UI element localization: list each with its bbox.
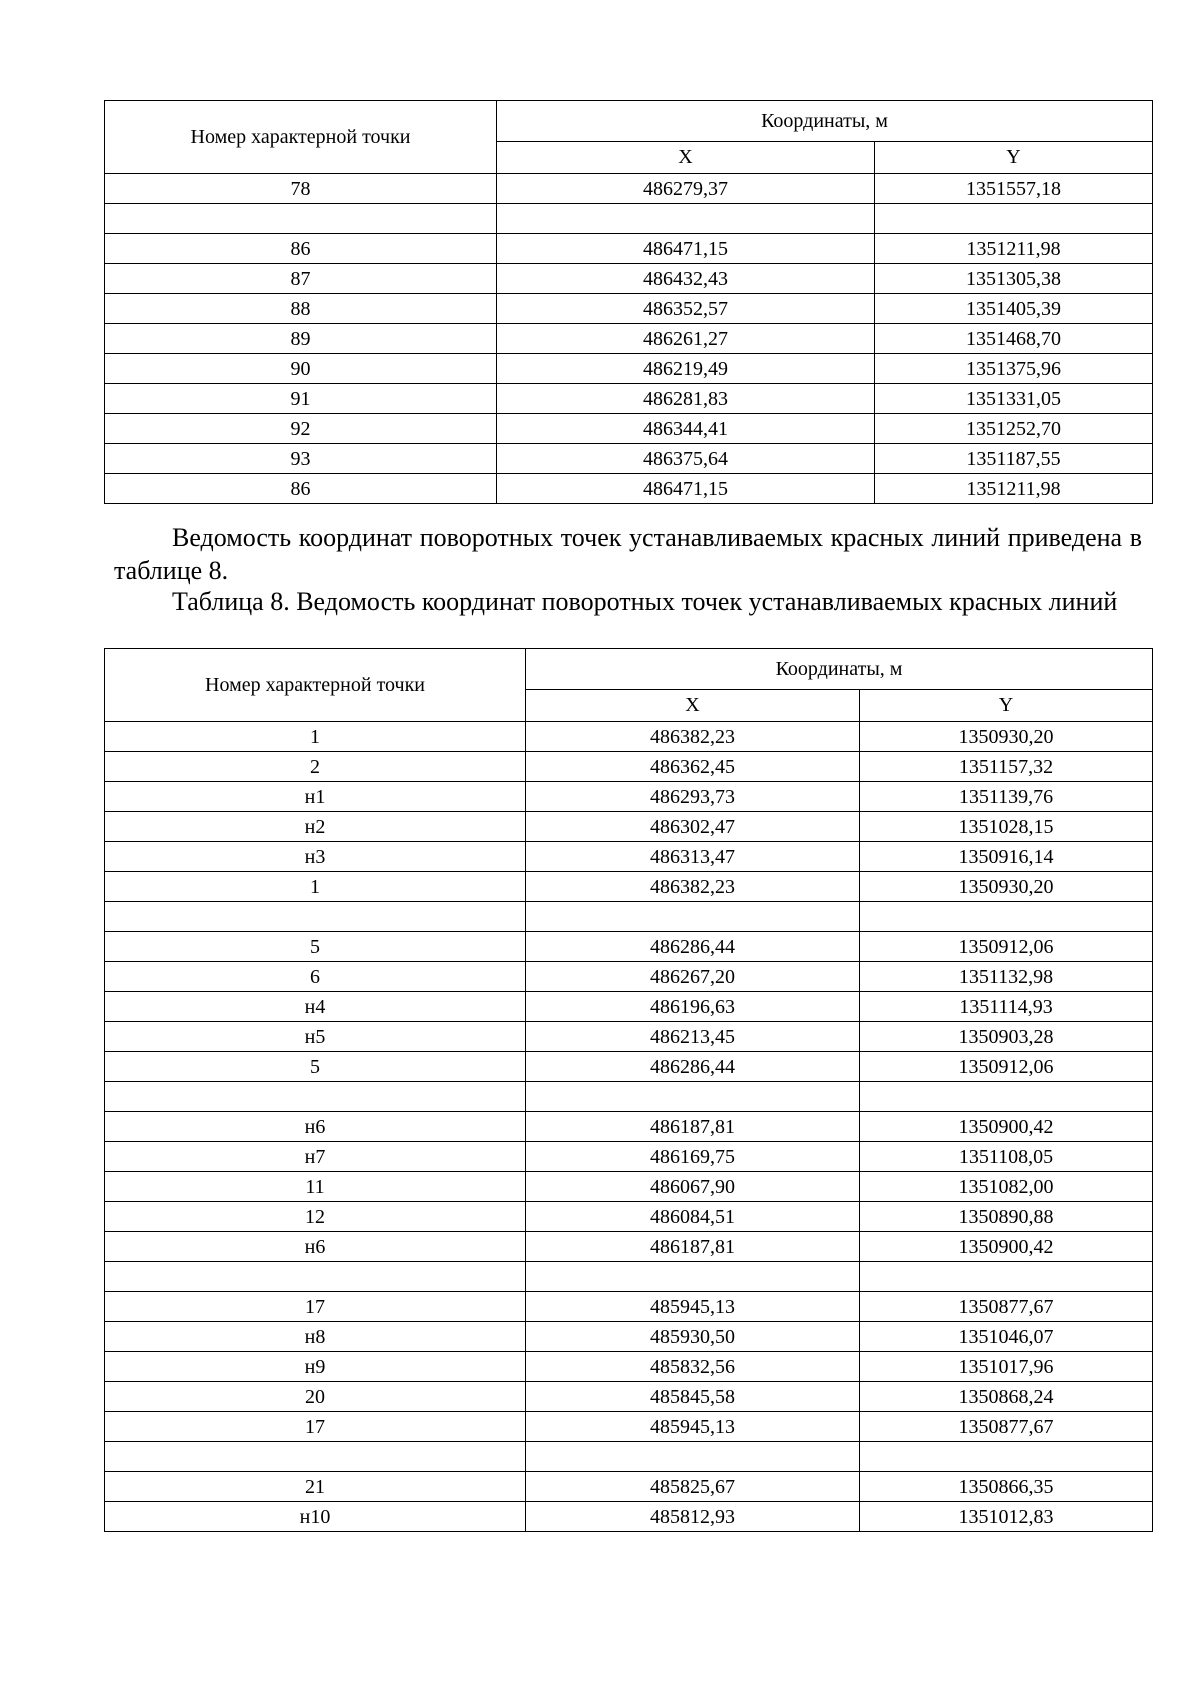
- cell-y: 1351108,05: [860, 1142, 1153, 1172]
- cell-point: 89: [105, 324, 497, 354]
- cell-x: 486169,75: [526, 1142, 860, 1172]
- cell-y: 1351132,98: [860, 962, 1153, 992]
- header-point-number: Номер характерной точки: [105, 649, 526, 722]
- header-x: X: [497, 141, 875, 173]
- cell-x: 486313,47: [526, 842, 860, 872]
- table-row: [105, 294, 1153, 324]
- cell-y: 1351405,39: [875, 294, 1153, 324]
- header-coordinates: Координаты, м: [526, 649, 1153, 690]
- cell-y: 1351187,55: [875, 444, 1153, 474]
- cell-y: [875, 204, 1153, 234]
- cell-x: 486267,20: [526, 962, 860, 992]
- cell-y: 1351082,00: [860, 1172, 1153, 1202]
- table-row: [105, 1172, 1153, 1202]
- table-prev-body: [105, 101, 1153, 504]
- cell-x: 486382,23: [526, 722, 860, 752]
- table-row: [105, 872, 1153, 902]
- cell-y: 1351114,93: [860, 992, 1153, 1022]
- table-row: [105, 1502, 1153, 1532]
- cell-point: 5: [105, 1052, 526, 1082]
- table-row: [105, 932, 1153, 962]
- header-y: Y: [860, 689, 1153, 721]
- table-row: [105, 1292, 1153, 1322]
- cell-x: 485832,56: [526, 1352, 860, 1382]
- table-row: [105, 1472, 1153, 1502]
- table-row: [105, 234, 1153, 264]
- cell-x: 486286,44: [526, 1052, 860, 1082]
- cell-y: 1350916,14: [860, 842, 1153, 872]
- cell-y: 1350903,28: [860, 1022, 1153, 1052]
- cell-x: 486362,45: [526, 752, 860, 782]
- table-row: [105, 444, 1153, 474]
- cell-point: н1: [105, 782, 526, 812]
- cell-x: 486375,64: [497, 444, 875, 474]
- cell-y: 1351557,18: [875, 174, 1153, 204]
- cell-point: 90: [105, 354, 497, 384]
- cell-x: 486213,45: [526, 1022, 860, 1052]
- cell-x: [497, 204, 875, 234]
- cell-point: 86: [105, 234, 497, 264]
- cell-point: н3: [105, 842, 526, 872]
- cell-x: 485845,58: [526, 1382, 860, 1412]
- table8-caption: [114, 585, 1142, 618]
- separator-row: [105, 902, 1153, 932]
- cell-y: 1351028,15: [860, 812, 1153, 842]
- cell-y: 1350912,06: [860, 932, 1153, 962]
- cell-point: 11: [105, 1172, 526, 1202]
- cell-y: 1351211,98: [875, 234, 1153, 264]
- cell-x: 485812,93: [526, 1502, 860, 1532]
- cell-y: 1350930,20: [860, 872, 1153, 902]
- cell-point: [105, 1262, 526, 1292]
- cell-x: [526, 1262, 860, 1292]
- cell-y: [860, 1262, 1153, 1292]
- cell-point: [105, 204, 497, 234]
- cell-y: 1350866,35: [860, 1472, 1153, 1502]
- cell-x: 486344,41: [497, 414, 875, 444]
- cell-x: 486279,37: [497, 174, 875, 204]
- cell-point: 20: [105, 1382, 526, 1412]
- table-row: [105, 992, 1153, 1022]
- coordinates-table-8: [104, 648, 1153, 1532]
- cell-y: 1351211,98: [875, 474, 1153, 504]
- cell-point: 2: [105, 752, 526, 782]
- cell-y: 1351012,83: [860, 1502, 1153, 1532]
- cell-point: 88: [105, 294, 497, 324]
- cell-y: 1351468,70: [875, 324, 1153, 354]
- cell-x: 485930,50: [526, 1322, 860, 1352]
- cell-x: [526, 1442, 860, 1472]
- cell-y: [860, 902, 1153, 932]
- table-row: [105, 1322, 1153, 1352]
- cell-point: н8: [105, 1322, 526, 1352]
- cell-y: 1351305,38: [875, 264, 1153, 294]
- table-row: [105, 324, 1153, 354]
- cell-y: 1351139,76: [860, 782, 1153, 812]
- separator-row: [105, 1262, 1153, 1292]
- separator-row: [105, 1082, 1153, 1112]
- cell-point: [105, 1082, 526, 1112]
- cell-x: 486187,81: [526, 1112, 860, 1142]
- cell-x: [526, 1082, 860, 1112]
- cell-x: 486286,44: [526, 932, 860, 962]
- cell-point: [105, 902, 526, 932]
- table-row: [105, 842, 1153, 872]
- cell-x: 485825,67: [526, 1472, 860, 1502]
- header-coordinates: Координаты, м: [497, 101, 1153, 142]
- cell-point: 17: [105, 1412, 526, 1442]
- table-row: [105, 1052, 1153, 1082]
- cell-point: 12: [105, 1202, 526, 1232]
- table-row: [105, 962, 1153, 992]
- cell-x: 486302,47: [526, 812, 860, 842]
- cell-y: 1351331,05: [875, 384, 1153, 414]
- paragraph-table8-reference: [114, 521, 1142, 587]
- table-row: [105, 1352, 1153, 1382]
- cell-y: 1350912,06: [860, 1052, 1153, 1082]
- header-y: Y: [875, 141, 1153, 173]
- cell-point: 86: [105, 474, 497, 504]
- table-row: [105, 264, 1153, 294]
- cell-point: 78: [105, 174, 497, 204]
- cell-x: 486067,90: [526, 1172, 860, 1202]
- cell-point: 87: [105, 264, 497, 294]
- table-row: [105, 722, 1153, 752]
- cell-y: 1351375,96: [875, 354, 1153, 384]
- table-row: [105, 174, 1153, 204]
- table-row: [105, 414, 1153, 444]
- cell-x: 486352,57: [497, 294, 875, 324]
- cell-point: н10: [105, 1502, 526, 1532]
- cell-x: 486084,51: [526, 1202, 860, 1232]
- cell-point: н4: [105, 992, 526, 1022]
- cell-point: н9: [105, 1352, 526, 1382]
- cell-point: 17: [105, 1292, 526, 1322]
- cell-point: н7: [105, 1142, 526, 1172]
- table-row: [105, 1232, 1153, 1262]
- cell-y: 1351252,70: [875, 414, 1153, 444]
- table-row: [105, 1202, 1153, 1232]
- cell-point: 6: [105, 962, 526, 992]
- cell-point: 1: [105, 722, 526, 752]
- cell-x: 486281,83: [497, 384, 875, 414]
- cell-y: 1350900,42: [860, 1232, 1153, 1262]
- cell-x: 486471,15: [497, 234, 875, 264]
- table-row: [105, 1382, 1153, 1412]
- table-row: [105, 474, 1153, 504]
- cell-x: 486219,49: [497, 354, 875, 384]
- cell-x: [526, 902, 860, 932]
- cell-point: н6: [105, 1232, 526, 1262]
- cell-y: 1350900,42: [860, 1112, 1153, 1142]
- separator-row: [105, 204, 1153, 234]
- cell-y: 1350877,67: [860, 1292, 1153, 1322]
- cell-y: 1351157,32: [860, 752, 1153, 782]
- cell-x: 486471,15: [497, 474, 875, 504]
- cell-point: 5: [105, 932, 526, 962]
- cell-x: 486432,43: [497, 264, 875, 294]
- cell-x: 486196,63: [526, 992, 860, 1022]
- cell-point: н2: [105, 812, 526, 842]
- cell-y: 1351017,96: [860, 1352, 1153, 1382]
- cell-point: н5: [105, 1022, 526, 1052]
- separator-row: [105, 1442, 1153, 1472]
- cell-point: 91: [105, 384, 497, 414]
- cell-y: 1351046,07: [860, 1322, 1153, 1352]
- table-row: [105, 384, 1153, 414]
- table-row: [105, 1022, 1153, 1052]
- table-row: [105, 1142, 1153, 1172]
- header-point-number: Номер характерной точки: [105, 101, 497, 174]
- table8-body: [105, 649, 1153, 1532]
- cell-x: 485945,13: [526, 1412, 860, 1442]
- header-x: X: [526, 689, 860, 721]
- cell-x: 486187,81: [526, 1232, 860, 1262]
- table-row: [105, 354, 1153, 384]
- cell-point: 93: [105, 444, 497, 474]
- cell-point: 1: [105, 872, 526, 902]
- cell-point: 92: [105, 414, 497, 444]
- table-row: [105, 1412, 1153, 1442]
- table-row: [105, 752, 1153, 782]
- cell-x: 485945,13: [526, 1292, 860, 1322]
- cell-y: 1350890,88: [860, 1202, 1153, 1232]
- cell-x: 486293,73: [526, 782, 860, 812]
- table-row: [105, 1112, 1153, 1142]
- cell-point: н6: [105, 1112, 526, 1142]
- table-row: [105, 812, 1153, 842]
- cell-point: 21: [105, 1472, 526, 1502]
- paragraph-text: Ведомость координат поворотных точек устанавливаемых красных линий приведена в таблице 8.: [114, 523, 1142, 585]
- cell-y: 1350868,24: [860, 1382, 1153, 1412]
- cell-y: [860, 1442, 1153, 1472]
- table-row: [105, 782, 1153, 812]
- cell-x: 486261,27: [497, 324, 875, 354]
- cell-y: 1350877,67: [860, 1412, 1153, 1442]
- cell-x: 486382,23: [526, 872, 860, 902]
- caption-text: Таблица 8. Ведомость координат поворотных точек устанавливаемых красных линий: [172, 587, 1118, 616]
- cell-point: [105, 1442, 526, 1472]
- cell-y: 1350930,20: [860, 722, 1153, 752]
- coordinates-table-continued: [104, 100, 1153, 504]
- cell-y: [860, 1082, 1153, 1112]
